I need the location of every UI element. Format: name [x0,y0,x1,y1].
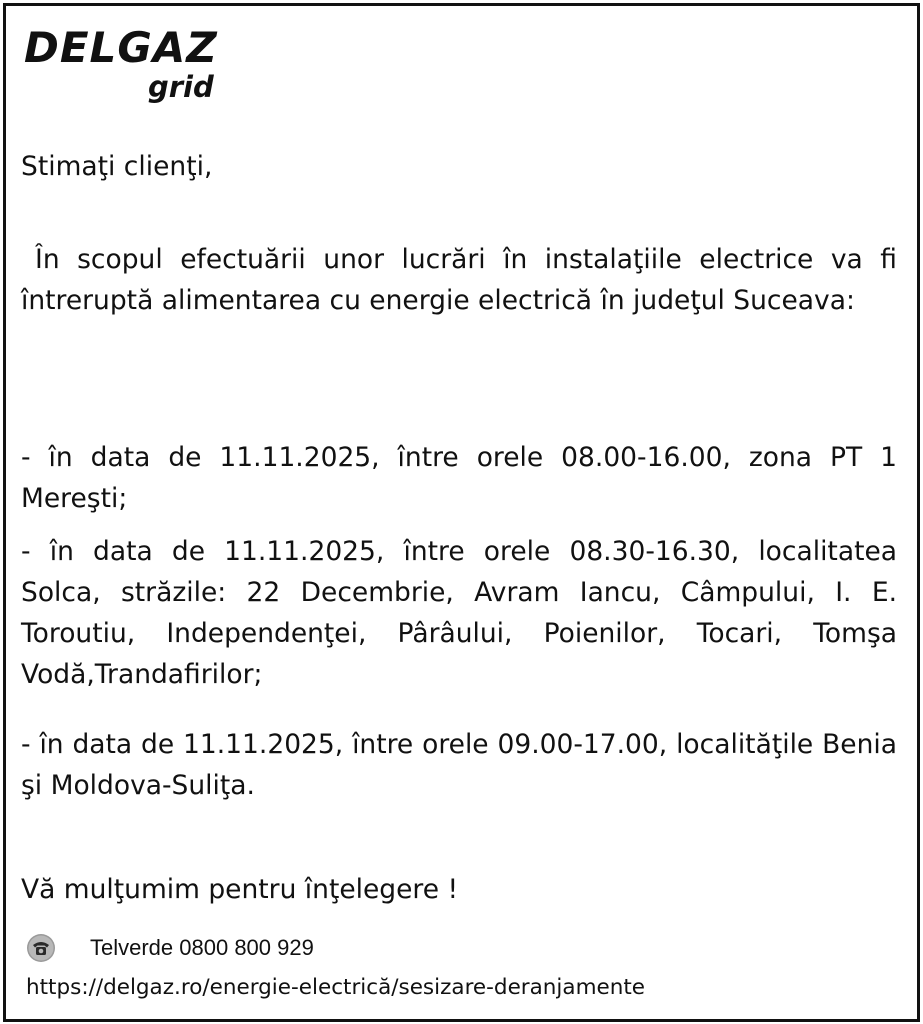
contact-line [26,930,314,966]
closing-line: Vă mulţumim pentru înţelegere ! [21,874,459,905]
greeting: Stimaţi clienţi, [21,151,213,182]
delgaz-grid-logo [24,24,244,108]
logo-wordmark: DELGAZ [24,23,218,72]
telephone-icon [26,933,56,963]
outage-item: - în data de 11.11.2025, între orele 08.30-16.30, localitatea Solca, străzile: 22 Decembrie, Avram Iancu, Câmpului, I. E. Toroutiu, Independenţei, Pârâului, Poienilor, Tocari, Tomşa Vodă,Trandafirilor; [21,536,897,690]
intro-paragraph: În scopul efectuării unor lucrări în instalaţiile electrice va fi întreruptă alimentarea cu energie electrică în judeţul Suceava: [21,244,897,316]
logo-subtitle: grid [148,70,214,104]
fault-report-link[interactable]: https://delgaz.ro/energie-electrică/sesizare-deranjamente [26,975,646,1000]
outage-item: - în data de 11.11.2025, între orele 09.00-17.00, localităţile Benia şi Moldova-Suliţa. [21,729,897,801]
outage-item: - în data de 11.11.2025, între orele 08.00-16.00, zona PT 1 Mereşti; [21,442,897,514]
hotline-number: Telverde 0800 800 929 [90,935,314,960]
